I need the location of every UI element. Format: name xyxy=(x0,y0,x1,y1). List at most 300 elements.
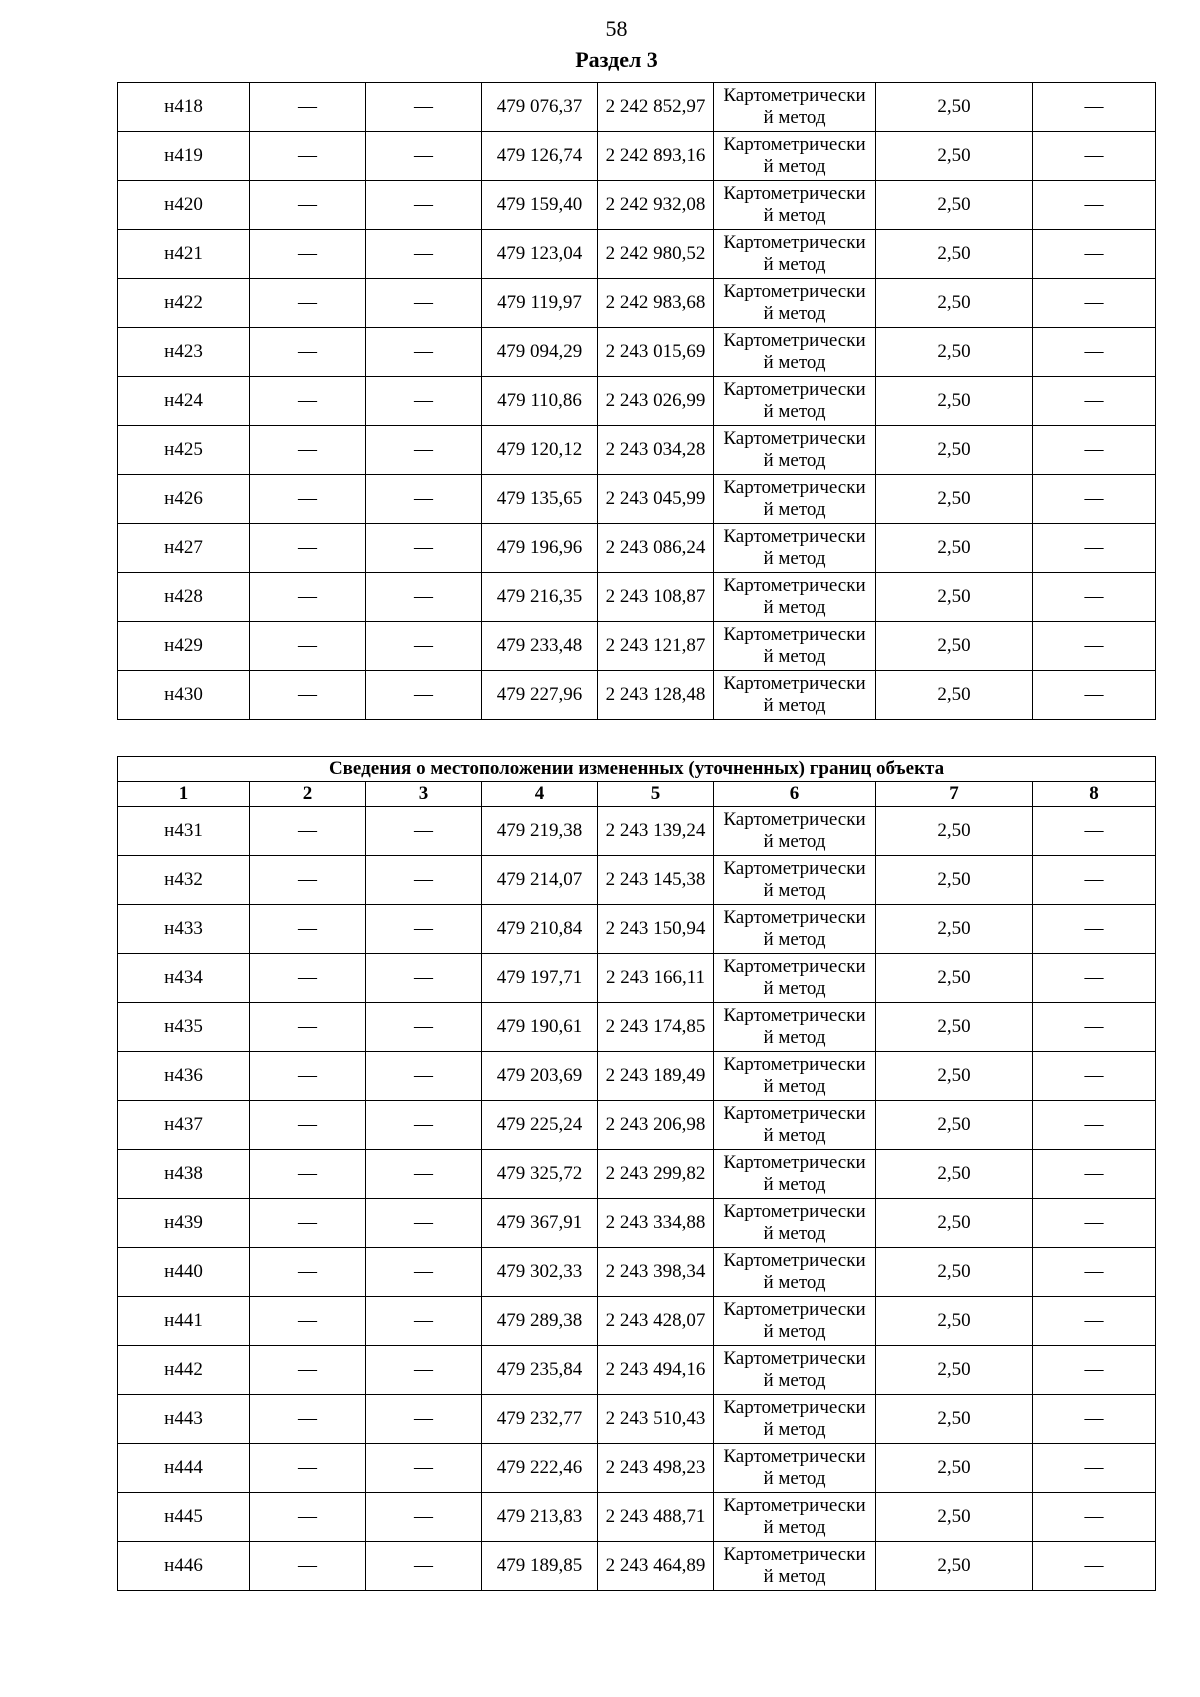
cell-dash: — xyxy=(250,475,366,524)
method-line-2: й метод xyxy=(763,978,826,999)
cell-accuracy: 2,50 xyxy=(876,1003,1033,1052)
cell-dash: — xyxy=(250,1542,366,1591)
cell-y-coordinate: 2 243 034,28 xyxy=(598,426,714,475)
method-line-2: й метод xyxy=(763,156,826,177)
cell-dash: — xyxy=(250,279,366,328)
cell-dash: — xyxy=(1033,807,1156,856)
method-line-2: й метод xyxy=(763,205,826,226)
column-number: 1 xyxy=(118,782,250,807)
cell-accuracy: 2,50 xyxy=(876,328,1033,377)
cell-x-coordinate: 479 196,96 xyxy=(482,524,598,573)
cell-x-coordinate: 479 197,71 xyxy=(482,954,598,1003)
cell-dash: — xyxy=(250,905,366,954)
method-line-2: й метод xyxy=(763,695,826,716)
method-line-1: Картометрически xyxy=(723,330,866,351)
cell-y-coordinate: 2 243 015,69 xyxy=(598,328,714,377)
cell-dash: — xyxy=(250,1248,366,1297)
cell-point-name: н443 xyxy=(118,1395,250,1444)
method-line-2: й метод xyxy=(763,499,826,520)
cell-dash: — xyxy=(1033,856,1156,905)
cell-dash: — xyxy=(1033,181,1156,230)
method-line-1: Картометрически xyxy=(723,379,866,400)
cell-point-name: н423 xyxy=(118,328,250,377)
cell-accuracy: 2,50 xyxy=(876,1346,1033,1395)
cell-accuracy: 2,50 xyxy=(876,279,1033,328)
column-number: 5 xyxy=(598,782,714,807)
cell-x-coordinate: 479 232,77 xyxy=(482,1395,598,1444)
cell-point-name: н427 xyxy=(118,524,250,573)
cell-y-coordinate: 2 243 174,85 xyxy=(598,1003,714,1052)
method-line-2: й метод xyxy=(763,1370,826,1391)
cell-accuracy: 2,50 xyxy=(876,807,1033,856)
cell-dash: — xyxy=(1033,1248,1156,1297)
cell-method xyxy=(714,377,876,426)
cell-dash: — xyxy=(1033,524,1156,573)
cell-x-coordinate: 479 216,35 xyxy=(482,573,598,622)
cell-accuracy: 2,50 xyxy=(876,524,1033,573)
cell-accuracy: 2,50 xyxy=(876,622,1033,671)
cell-point-name: н435 xyxy=(118,1003,250,1052)
method-line-2: й метод xyxy=(763,548,826,569)
cell-dash: — xyxy=(366,573,482,622)
table-row xyxy=(118,230,1156,279)
cell-accuracy: 2,50 xyxy=(876,856,1033,905)
page-number: 58 xyxy=(605,16,628,41)
method-line-2: й метод xyxy=(763,1125,826,1146)
cell-dash: — xyxy=(250,1003,366,1052)
cell-x-coordinate: 479 225,24 xyxy=(482,1101,598,1150)
cell-x-coordinate: 479 076,37 xyxy=(482,83,598,132)
cell-method xyxy=(714,524,876,573)
cell-method xyxy=(714,279,876,328)
cell-dash: — xyxy=(1033,377,1156,426)
cell-method xyxy=(714,83,876,132)
cell-dash: — xyxy=(366,1199,482,1248)
cell-point-name: н434 xyxy=(118,954,250,1003)
method-line-2: й метод xyxy=(763,646,826,667)
cell-point-name: н430 xyxy=(118,671,250,720)
method-line-2: й метод xyxy=(763,401,826,422)
cell-dash: — xyxy=(366,230,482,279)
method-line-2: й метод xyxy=(763,107,826,128)
cell-dash: — xyxy=(1033,954,1156,1003)
cell-x-coordinate: 479 189,85 xyxy=(482,1542,598,1591)
method-line-1: Картометрически xyxy=(723,1250,866,1271)
cell-dash: — xyxy=(1033,1052,1156,1101)
cell-accuracy: 2,50 xyxy=(876,83,1033,132)
cell-y-coordinate: 2 243 108,87 xyxy=(598,573,714,622)
cell-dash: — xyxy=(366,1346,482,1395)
column-number-row xyxy=(118,782,1156,807)
cell-x-coordinate: 479 159,40 xyxy=(482,181,598,230)
table-row xyxy=(118,905,1156,954)
table-row xyxy=(118,671,1156,720)
cell-y-coordinate: 2 243 139,24 xyxy=(598,807,714,856)
method-line-1: Картометрически xyxy=(723,1544,866,1565)
table-row xyxy=(118,1346,1156,1395)
table-row xyxy=(118,377,1156,426)
cell-accuracy: 2,50 xyxy=(876,426,1033,475)
cell-y-coordinate: 2 243 464,89 xyxy=(598,1542,714,1591)
cell-point-name: н432 xyxy=(118,856,250,905)
column-number: 8 xyxy=(1033,782,1156,807)
table-row xyxy=(118,954,1156,1003)
cell-dash: — xyxy=(250,671,366,720)
method-line-1: Картометрически xyxy=(723,1299,866,1320)
cell-dash: — xyxy=(366,279,482,328)
cell-point-name: н420 xyxy=(118,181,250,230)
table-top-body xyxy=(118,83,1156,720)
cell-method xyxy=(714,328,876,377)
cell-accuracy: 2,50 xyxy=(876,1297,1033,1346)
cell-dash: — xyxy=(366,622,482,671)
cell-dash: — xyxy=(1033,905,1156,954)
cell-dash: — xyxy=(366,1052,482,1101)
table-row xyxy=(118,524,1156,573)
cell-dash: — xyxy=(1033,83,1156,132)
method-line-2: й метод xyxy=(763,450,826,471)
cell-dash: — xyxy=(1033,279,1156,328)
column-number: 6 xyxy=(714,782,876,807)
method-line-2: й метод xyxy=(763,1517,826,1538)
cell-y-coordinate: 2 243 494,16 xyxy=(598,1346,714,1395)
method-line-1: Картометрически xyxy=(723,1201,866,1222)
cell-point-name: н438 xyxy=(118,1150,250,1199)
cell-dash: — xyxy=(366,475,482,524)
cell-dash: — xyxy=(366,83,482,132)
table-caption-row xyxy=(118,757,1156,782)
cell-y-coordinate: 2 243 334,88 xyxy=(598,1199,714,1248)
column-number: 2 xyxy=(250,782,366,807)
cell-accuracy: 2,50 xyxy=(876,1395,1033,1444)
method-line-1: Картометрически xyxy=(723,575,866,596)
cell-dash: — xyxy=(1033,230,1156,279)
method-line-1: Картометрически xyxy=(723,281,866,302)
cell-method xyxy=(714,1297,876,1346)
cell-point-name: н426 xyxy=(118,475,250,524)
cell-dash: — xyxy=(250,426,366,475)
method-line-1: Картометрически xyxy=(723,1103,866,1124)
cell-point-name: н422 xyxy=(118,279,250,328)
table-row xyxy=(118,181,1156,230)
cell-x-coordinate: 479 190,61 xyxy=(482,1003,598,1052)
cell-method xyxy=(714,1493,876,1542)
cell-accuracy: 2,50 xyxy=(876,1248,1033,1297)
cell-y-coordinate: 2 243 150,94 xyxy=(598,905,714,954)
cell-x-coordinate: 479 235,84 xyxy=(482,1346,598,1395)
cell-accuracy: 2,50 xyxy=(876,1199,1033,1248)
cell-accuracy: 2,50 xyxy=(876,1542,1033,1591)
cell-y-coordinate: 2 243 510,43 xyxy=(598,1395,714,1444)
cell-method xyxy=(714,671,876,720)
method-line-1: Картометрически xyxy=(723,85,866,106)
method-line-1: Картометрически xyxy=(723,477,866,498)
method-line-2: й метод xyxy=(763,880,826,901)
cell-dash: — xyxy=(1033,328,1156,377)
cell-accuracy: 2,50 xyxy=(876,1052,1033,1101)
method-line-2: й метод xyxy=(763,1027,826,1048)
cell-x-coordinate: 479 367,91 xyxy=(482,1199,598,1248)
table-row xyxy=(118,475,1156,524)
method-line-2: й метод xyxy=(763,1419,826,1440)
cell-dash: — xyxy=(366,328,482,377)
cell-dash: — xyxy=(1033,622,1156,671)
cell-dash: — xyxy=(250,622,366,671)
cell-accuracy: 2,50 xyxy=(876,475,1033,524)
method-line-1: Картометрически xyxy=(723,232,866,253)
cell-method xyxy=(714,905,876,954)
cell-dash: — xyxy=(1033,1542,1156,1591)
cell-y-coordinate: 2 242 980,52 xyxy=(598,230,714,279)
cell-dash: — xyxy=(366,132,482,181)
cell-x-coordinate: 479 203,69 xyxy=(482,1052,598,1101)
cell-dash: — xyxy=(366,1003,482,1052)
cell-point-name: н418 xyxy=(118,83,250,132)
cell-method xyxy=(714,954,876,1003)
cell-dash: — xyxy=(366,1248,482,1297)
cell-point-name: н421 xyxy=(118,230,250,279)
cell-dash: — xyxy=(366,905,482,954)
method-line-1: Картометрически xyxy=(723,673,866,694)
cell-y-coordinate: 2 242 932,08 xyxy=(598,181,714,230)
cell-dash: — xyxy=(366,1444,482,1493)
cell-point-name: н446 xyxy=(118,1542,250,1591)
cell-x-coordinate: 479 119,97 xyxy=(482,279,598,328)
method-line-1: Картометрически xyxy=(723,907,866,928)
cell-dash: — xyxy=(1033,671,1156,720)
cell-dash: — xyxy=(1033,1395,1156,1444)
method-line-2: й метод xyxy=(763,597,826,618)
cell-y-coordinate: 2 243 498,23 xyxy=(598,1444,714,1493)
section-title: Раздел 3 xyxy=(575,47,658,72)
cell-y-coordinate: 2 243 206,98 xyxy=(598,1101,714,1150)
cell-accuracy: 2,50 xyxy=(876,671,1033,720)
cell-dash: — xyxy=(250,1199,366,1248)
cell-point-name: н440 xyxy=(118,1248,250,1297)
cell-dash: — xyxy=(1033,1297,1156,1346)
cell-method xyxy=(714,573,876,622)
table-caption: Сведения о местоположении измененных (уточненных) границ объекта xyxy=(118,757,1156,782)
cell-accuracy: 2,50 xyxy=(876,954,1033,1003)
table-row xyxy=(118,1101,1156,1150)
cell-dash: — xyxy=(366,1395,482,1444)
method-line-1: Картометрически xyxy=(723,1495,866,1516)
cell-dash: — xyxy=(1033,1101,1156,1150)
cell-method xyxy=(714,622,876,671)
cell-dash: — xyxy=(250,230,366,279)
method-line-2: й метод xyxy=(763,1321,826,1342)
cell-point-name: н441 xyxy=(118,1297,250,1346)
cell-method xyxy=(714,181,876,230)
cell-point-name: н429 xyxy=(118,622,250,671)
cell-dash: — xyxy=(250,83,366,132)
cell-point-name: н436 xyxy=(118,1052,250,1101)
cell-dash: — xyxy=(250,328,366,377)
method-line-2: й метод xyxy=(763,929,826,950)
cell-point-name: н442 xyxy=(118,1346,250,1395)
table-bottom-body xyxy=(118,757,1156,1591)
cell-dash: — xyxy=(250,1444,366,1493)
cell-dash: — xyxy=(250,1150,366,1199)
cell-dash: — xyxy=(250,181,366,230)
table-row xyxy=(118,1248,1156,1297)
cell-dash: — xyxy=(250,1493,366,1542)
cell-dash: — xyxy=(1033,132,1156,181)
method-line-2: й метод xyxy=(763,352,826,373)
cell-x-coordinate: 479 227,96 xyxy=(482,671,598,720)
cell-dash: — xyxy=(366,807,482,856)
cell-x-coordinate: 479 094,29 xyxy=(482,328,598,377)
cell-dash: — xyxy=(250,954,366,1003)
cell-method xyxy=(714,1346,876,1395)
cell-y-coordinate: 2 243 189,49 xyxy=(598,1052,714,1101)
method-line-1: Картометрически xyxy=(723,624,866,645)
method-line-2: й метод xyxy=(763,1566,826,1587)
method-line-1: Картометрически xyxy=(723,1397,866,1418)
cell-x-coordinate: 479 214,07 xyxy=(482,856,598,905)
cell-dash: — xyxy=(366,524,482,573)
method-line-2: й метод xyxy=(763,1174,826,1195)
coordinates-table-top xyxy=(117,82,1156,720)
cell-accuracy: 2,50 xyxy=(876,1101,1033,1150)
table-row xyxy=(118,1003,1156,1052)
cell-method xyxy=(714,1395,876,1444)
table-row xyxy=(118,1297,1156,1346)
cell-point-name: н444 xyxy=(118,1444,250,1493)
cell-accuracy: 2,50 xyxy=(876,1150,1033,1199)
cell-method xyxy=(714,1052,876,1101)
cell-accuracy: 2,50 xyxy=(876,377,1033,426)
cell-accuracy: 2,50 xyxy=(876,181,1033,230)
cell-dash: — xyxy=(1033,1493,1156,1542)
cell-method xyxy=(714,132,876,181)
cell-point-name: н439 xyxy=(118,1199,250,1248)
cell-accuracy: 2,50 xyxy=(876,1444,1033,1493)
cell-y-coordinate: 2 243 299,82 xyxy=(598,1150,714,1199)
table-row xyxy=(118,1542,1156,1591)
cell-method xyxy=(714,1003,876,1052)
cell-point-name: н419 xyxy=(118,132,250,181)
cell-dash: — xyxy=(1033,1346,1156,1395)
cell-method xyxy=(714,1101,876,1150)
cell-dash: — xyxy=(366,377,482,426)
cell-y-coordinate: 2 243 398,34 xyxy=(598,1248,714,1297)
cell-accuracy: 2,50 xyxy=(876,230,1033,279)
cell-dash: — xyxy=(1033,475,1156,524)
cell-dash: — xyxy=(250,377,366,426)
cell-dash: — xyxy=(250,856,366,905)
cell-dash: — xyxy=(366,1150,482,1199)
table-row xyxy=(118,1493,1156,1542)
cell-dash: — xyxy=(1033,1150,1156,1199)
cell-method xyxy=(714,230,876,279)
cell-y-coordinate: 2 243 145,38 xyxy=(598,856,714,905)
cell-y-coordinate: 2 243 128,48 xyxy=(598,671,714,720)
method-line-1: Картометрически xyxy=(723,428,866,449)
column-number: 4 xyxy=(482,782,598,807)
cell-accuracy: 2,50 xyxy=(876,573,1033,622)
cell-y-coordinate: 2 243 428,07 xyxy=(598,1297,714,1346)
cell-dash: — xyxy=(1033,573,1156,622)
cell-y-coordinate: 2 243 166,11 xyxy=(598,954,714,1003)
method-line-1: Картометрически xyxy=(723,526,866,547)
method-line-2: й метод xyxy=(763,1223,826,1244)
cell-x-coordinate: 479 213,83 xyxy=(482,1493,598,1542)
method-line-1: Картометрически xyxy=(723,1446,866,1467)
cell-dash: — xyxy=(250,1346,366,1395)
method-line-1: Картометрически xyxy=(723,1054,866,1075)
cell-dash: — xyxy=(250,1101,366,1150)
cell-method xyxy=(714,1444,876,1493)
cell-method xyxy=(714,807,876,856)
column-number: 7 xyxy=(876,782,1033,807)
cell-accuracy: 2,50 xyxy=(876,905,1033,954)
cell-x-coordinate: 479 120,12 xyxy=(482,426,598,475)
cell-dash: — xyxy=(1033,1444,1156,1493)
cell-dash: — xyxy=(1033,1003,1156,1052)
cell-method xyxy=(714,1150,876,1199)
cell-method xyxy=(714,426,876,475)
cell-x-coordinate: 479 302,33 xyxy=(482,1248,598,1297)
cell-y-coordinate: 2 243 045,99 xyxy=(598,475,714,524)
method-line-1: Картометрически xyxy=(723,134,866,155)
cell-point-name: н431 xyxy=(118,807,250,856)
cell-dash: — xyxy=(1033,426,1156,475)
cell-y-coordinate: 2 243 086,24 xyxy=(598,524,714,573)
method-line-2: й метод xyxy=(763,1272,826,1293)
cell-method xyxy=(714,856,876,905)
method-line-2: й метод xyxy=(763,254,826,275)
coordinates-table-bottom xyxy=(117,756,1156,1591)
column-number: 3 xyxy=(366,782,482,807)
cell-x-coordinate: 479 110,86 xyxy=(482,377,598,426)
cell-point-name: н437 xyxy=(118,1101,250,1150)
method-line-2: й метод xyxy=(763,831,826,852)
method-line-1: Картометрически xyxy=(723,1152,866,1173)
cell-x-coordinate: 479 135,65 xyxy=(482,475,598,524)
cell-method xyxy=(714,475,876,524)
cell-dash: — xyxy=(366,181,482,230)
cell-point-name: н428 xyxy=(118,573,250,622)
method-line-2: й метод xyxy=(763,303,826,324)
cell-dash: — xyxy=(366,954,482,1003)
cell-dash: — xyxy=(250,1052,366,1101)
cell-y-coordinate: 2 242 893,16 xyxy=(598,132,714,181)
cell-accuracy: 2,50 xyxy=(876,1493,1033,1542)
method-line-1: Картометрически xyxy=(723,183,866,204)
method-line-1: Картометрически xyxy=(723,956,866,977)
method-line-1: Картометрически xyxy=(723,858,866,879)
cell-dash: — xyxy=(250,1297,366,1346)
cell-y-coordinate: 2 242 983,68 xyxy=(598,279,714,328)
method-line-1: Картометрически xyxy=(723,1348,866,1369)
table-row xyxy=(118,1199,1156,1248)
cell-x-coordinate: 479 210,84 xyxy=(482,905,598,954)
table-row xyxy=(118,622,1156,671)
cell-x-coordinate: 479 233,48 xyxy=(482,622,598,671)
table-row xyxy=(118,1444,1156,1493)
cell-dash: — xyxy=(366,1297,482,1346)
cell-dash: — xyxy=(366,1542,482,1591)
table-row xyxy=(118,807,1156,856)
table-row xyxy=(118,426,1156,475)
cell-dash: — xyxy=(250,573,366,622)
cell-method xyxy=(714,1248,876,1297)
cell-point-name: н425 xyxy=(118,426,250,475)
table-row xyxy=(118,1395,1156,1444)
cell-y-coordinate: 2 243 121,87 xyxy=(598,622,714,671)
cell-x-coordinate: 479 219,38 xyxy=(482,807,598,856)
